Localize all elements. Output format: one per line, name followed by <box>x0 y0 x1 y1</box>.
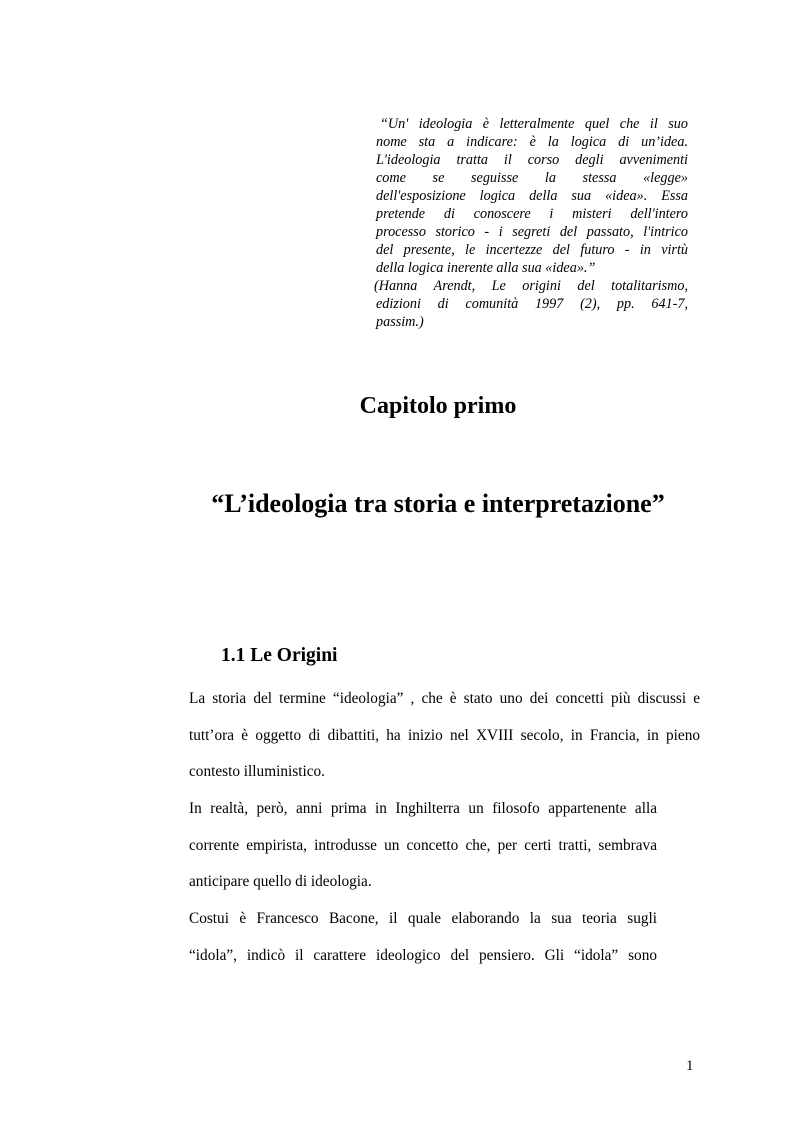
body-paragraphs <box>189 686 700 980</box>
epigraph-citation-line: (Hanna Arendt, Le origini del totalitarismo, <box>374 278 688 294</box>
page-number: 1 <box>686 1058 694 1074</box>
epigraph-citation-line: edizioni di comunità 1997 (2), pp. 641-7, <box>376 296 688 312</box>
chapter-title: Capitolo primo <box>359 393 517 419</box>
section-heading: 1.1 Le Origini <box>221 645 338 666</box>
epigraph-line: pretende di conoscere i misteri dell'intero <box>376 206 688 222</box>
chapter-subtitle: “L’ideologia tra storia e interpretazione” <box>211 489 665 518</box>
epigraph-line: del presente, le incertezze del futuro - in virtù <box>376 242 688 258</box>
body-line: anticipare quello di ideologia. <box>189 873 372 891</box>
body-line: contesto illuministico. <box>189 763 325 781</box>
epigraph-line: processo storico - i segreti del passato, l'intrico <box>376 224 688 240</box>
body-line: In realtà, però, anni prima in Inghilterra un filosofo appartenente alla <box>189 800 657 818</box>
epigraph-line: “Un' ideologia è letteralmente quel che il suo <box>380 116 688 132</box>
body-line: tutt’ora è oggetto di dibattiti, ha inizio nel XVIII secolo, in Francia, in pieno <box>189 726 700 744</box>
epigraph-line: dell'esposizione logica della sua «idea». Essa <box>376 188 688 204</box>
epigraph-citation-line: passim.) <box>376 314 424 330</box>
epigraph-line: nome sta a indicare: è la logica di un’idea. <box>376 134 688 150</box>
epigraph-line: L'ideologia tratta il corso degli avvenimenti <box>376 152 688 168</box>
body-line: corrente empirista, introdusse un concetto che, per certi tratti, sembrava <box>189 836 657 854</box>
epigraph-line: della logica inerente alla sua «idea».” <box>376 260 596 276</box>
epigraph-line: come se seguisse la stessa «legge» <box>376 170 688 186</box>
body-line: La storia del termine “ideologia” , che è stato uno dei concetti più discussi e <box>189 690 700 707</box>
epigraph-quote <box>376 115 688 331</box>
body-line: Costui è Francesco Bacone, il quale elaborando la sua teoria sugli <box>189 910 657 928</box>
body-line: “idola”, indicò il carattere ideologico del pensiero. Gli “idola” sono <box>189 946 657 964</box>
